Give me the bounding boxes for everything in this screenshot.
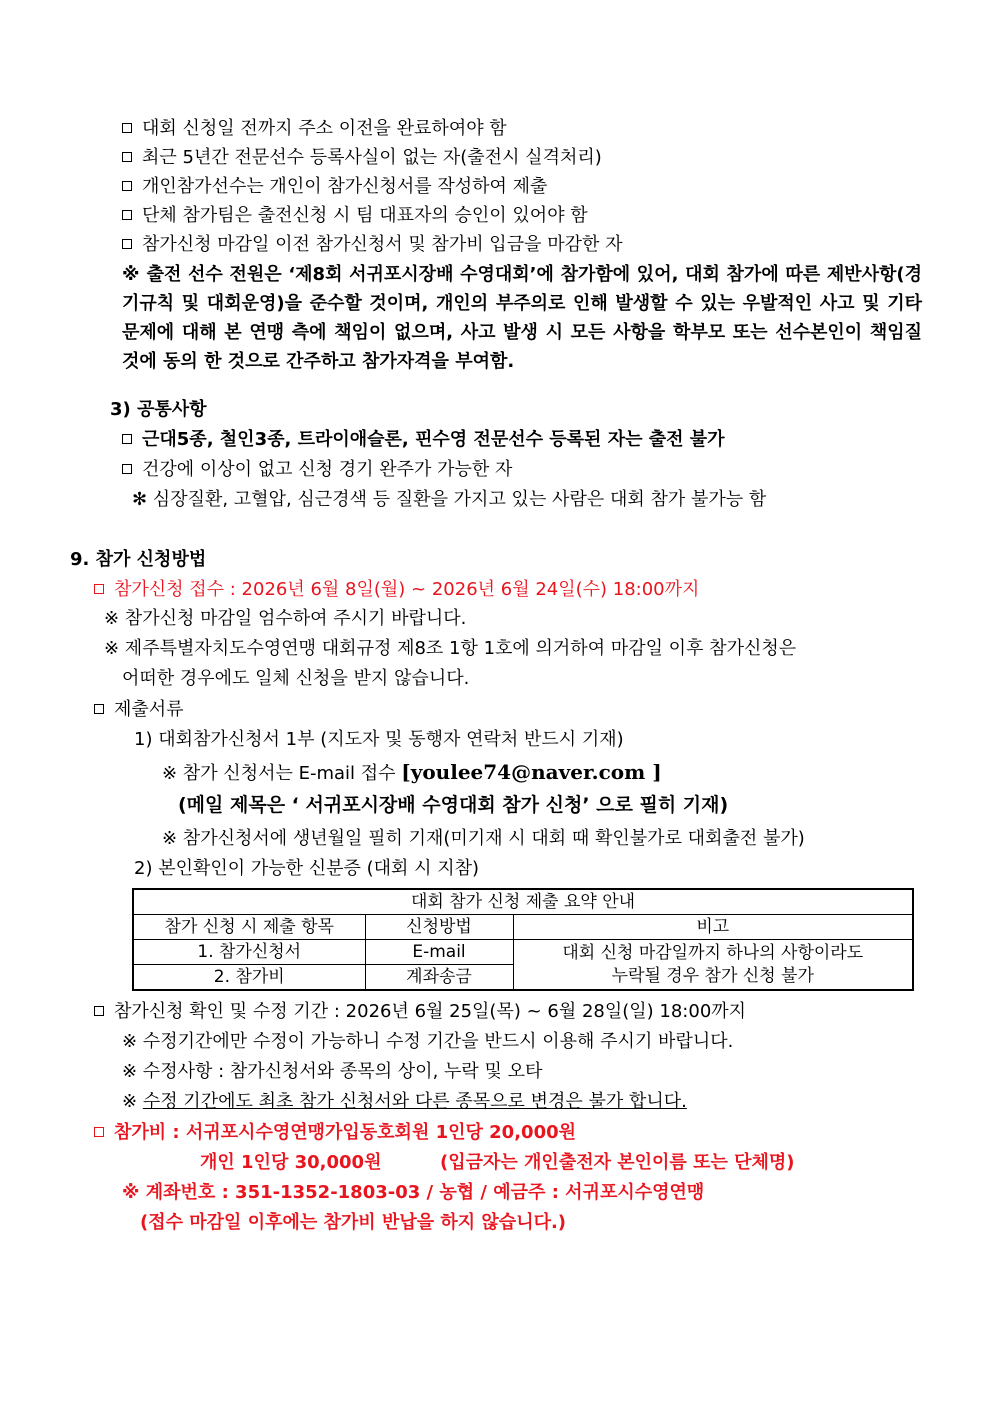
checkbox-square-icon	[94, 584, 104, 594]
checkbox-square-icon	[122, 434, 132, 444]
eligibility-item: 최근 5년간 전문선수 등록사실이 없는 자(출전시 실격처리)	[122, 145, 602, 171]
eligibility-item: 단체 참가팀은 출전신청 시 팀 대표자의 승인이 있어야 함	[122, 203, 588, 229]
checkbox-square-icon	[94, 1127, 104, 1137]
reception-period: 참가신청 접수 : 2026년 6월 8일(월) ~ 2026년 6월 24일(수) 18:00까지	[94, 577, 699, 603]
checkbox-square-icon	[94, 704, 104, 714]
checkbox-square-icon	[122, 152, 132, 162]
summary-table-title: 대회 참가 신청 제출 요약 안내	[133, 889, 913, 915]
docs-heading: 제출서류	[94, 697, 184, 723]
refund-note: (접수 마감일 이후에는 참가비 반납을 하지 않습니다.)	[140, 1212, 567, 1233]
table-cell: E-mail	[365, 940, 513, 965]
bank-account: ※ 계좌번호 : 351-1352-1803-03 / 농협 / 예금주 : 서귀포시수영연맹	[122, 1182, 705, 1203]
fee-individual: 개인 1인당 30,000원	[200, 1152, 382, 1173]
email-address[interactable]: [youlee74@naver.com ]	[401, 760, 662, 784]
regulation-note: ※ 제주특별자치도수영연맹 대회규정 제8조 1항 1호에 의거하여 마감일 이후 참가신청은	[104, 638, 797, 659]
email-instruction: ※ 참가 신청서는 E-mail 접수 [youlee74@naver.com ]	[162, 760, 662, 784]
table-row	[133, 940, 913, 965]
table-header-cell: 비고	[513, 915, 913, 940]
section-heading: 9. 참가 신청방법	[70, 549, 207, 570]
table-cell: 계좌송금	[365, 965, 513, 991]
eligibility-item: 참가신청 마감일 이전 참가신청서 및 참가비 입금을 마감한 자	[122, 232, 622, 258]
checkbox-square-icon	[122, 210, 132, 220]
doc-item-1: 1) 대회참가신청서 1부 (지도자 및 동행자 연락처 반드시 기재)	[134, 729, 624, 750]
table-header-row	[133, 915, 913, 940]
modification-note: ※ 수정기간에만 수정이 가능하니 수정 기간을 반드시 이용해 주시기 바랍니다.	[122, 1031, 734, 1052]
common-item: 근대5종, 철인3종, 트라이애슬론, 핀수영 전문선수 등록된 자는 출전 불가	[122, 427, 725, 453]
table-cell: 2. 참가비	[133, 965, 365, 991]
modification-period: 참가신청 확인 및 수정 기간 : 2026년 6월 25일(목) ~ 6월 28일(일) 18:00까지	[94, 999, 746, 1025]
eligibility-item: 개인참가선수는 개인이 참가신청서를 작성하여 제출	[122, 174, 547, 200]
health-note: ✻ 심장질환, 고혈압, 심근경색 등 질환을 가지고 있는 사람은 대회 참가 불가능 함	[132, 489, 767, 510]
modification-note: ※ 수정사항 : 참가신청서와 종목의 상이, 누락 및 오타	[122, 1061, 543, 1082]
table-cell: 1. 참가신청서	[133, 940, 365, 965]
table-header-cell: 신청방법	[365, 915, 513, 940]
checkbox-square-icon	[122, 123, 132, 133]
summary-table	[132, 888, 914, 991]
common-heading: 3) 공통사항	[110, 399, 207, 420]
checkbox-square-icon	[122, 239, 132, 249]
common-item: 건강에 이상이 없고 신청 경기 완주가 가능한 자	[122, 457, 512, 483]
regulation-note-cont: 어떠한 경우에도 일체 신청을 받지 않습니다.	[122, 668, 470, 689]
doc-item-2: 2) 본인확인이 가능한 신분증 (대회 시 지참)	[134, 858, 480, 879]
checkbox-square-icon	[122, 181, 132, 191]
table-header-cell: 참가 신청 시 제출 항목	[133, 915, 365, 940]
liability-notice: ※ 출전 선수 전원은 ‘제8회 서귀포시장배 수영대회’에 참가함에 있어, 대회 참가에 따른 제반사항(경기규칙 및 대회운영)을 준수할 것이며, 개인의 부주의로 인해 발생할 수 있는 우발적인 사고 및 기타 문제에 대해 본 연맹 측에 책임이 없으며, 사고 발생 시 모든 사항을 학부모 또는 선수본인이 책임질 것에 동의 한 것으로 간주하고 참가자격을 부여함.	[122, 264, 922, 372]
checkbox-square-icon	[122, 464, 132, 474]
table-remark-cell: 대회 신청 마감일까지 하나의 사항이라도 누락될 경우 참가 신청 불가	[513, 940, 913, 991]
modification-note: ※ 수정 기간에도 최초 참가 신청서와 다른 종목으로 변경은 불가 합니다.	[122, 1091, 687, 1112]
fee-line: 참가비 : 서귀포시수영연맹가입동호회원 1인당 20,000원	[94, 1120, 576, 1146]
email-subject-note: (메일 제목은 ‘ 서귀포시장배 수영대회 참가 신청’ 으로 필히 기재)	[178, 794, 729, 816]
fee-depositor-note: (입금자는 개인출전자 본인이름 또는 단체명)	[440, 1152, 795, 1173]
birthdate-note: ※ 참가신청서에 생년월일 필히 기재(미기재 시 대회 때 확인불가로 대회출전 불가)	[162, 828, 805, 849]
checkbox-square-icon	[94, 1006, 104, 1016]
eligibility-item: 대회 신청일 전까지 주소 이전을 완료하여야 함	[122, 116, 507, 142]
deadline-note: ※ 참가신청 마감일 엄수하여 주시기 바랍니다.	[104, 608, 467, 629]
